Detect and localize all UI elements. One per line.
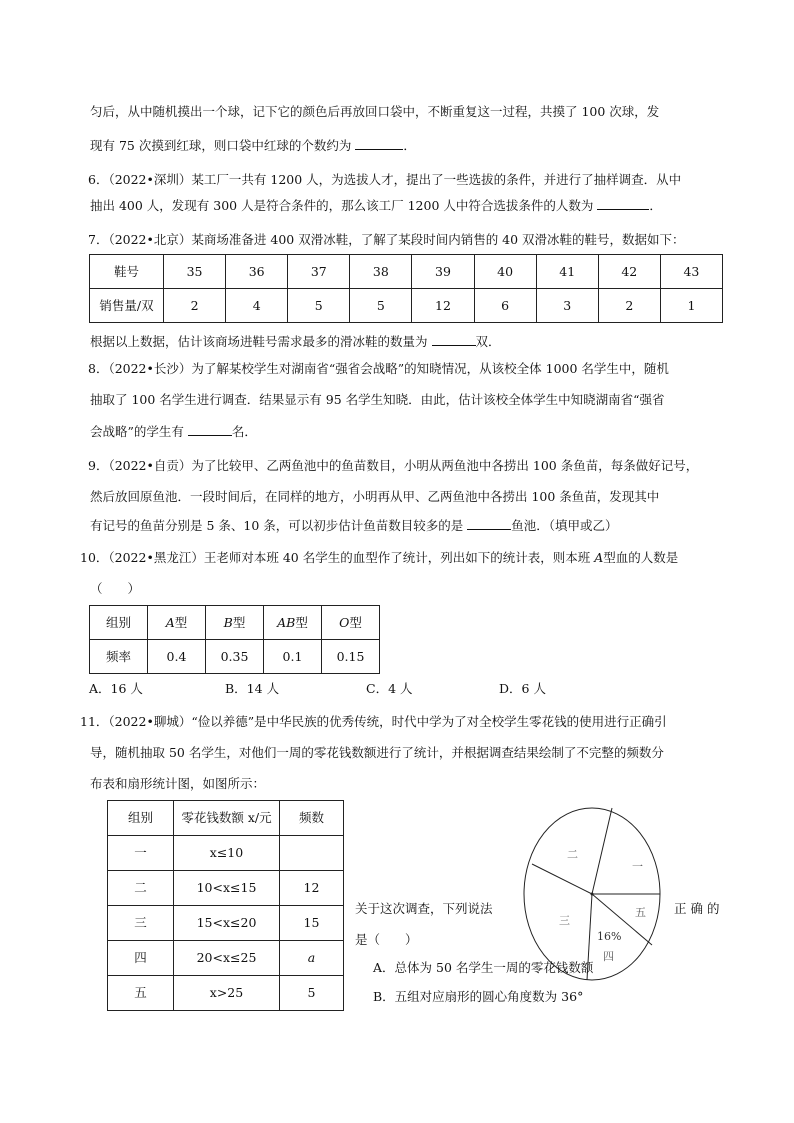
blood-type-header-var: B bbox=[223, 614, 233, 630]
table-cell bbox=[280, 836, 344, 871]
answer-blank bbox=[467, 517, 511, 530]
frequency-cell: 0.15 bbox=[322, 640, 380, 674]
type-suffix: 型 bbox=[349, 614, 362, 630]
pie-percent-4: 16% bbox=[597, 930, 622, 943]
sales-cell: 2 bbox=[164, 289, 226, 323]
table-header: 频率 bbox=[90, 640, 148, 674]
table-row bbox=[108, 871, 344, 906]
table-header: 组别 bbox=[90, 606, 148, 640]
allowance-table bbox=[107, 800, 344, 1011]
blood-type-header bbox=[264, 606, 322, 640]
sales-cell: 5 bbox=[288, 289, 350, 323]
q8-text: 会战略”的学生有 bbox=[90, 424, 184, 439]
table-cell bbox=[280, 941, 344, 976]
table-header: 鞋号 bbox=[90, 255, 164, 289]
pie-label-1: 一 bbox=[632, 860, 643, 873]
q11-option-a: A．总体为 50 名学生一周的零花钱数额 bbox=[373, 960, 594, 975]
answer-blank bbox=[355, 137, 403, 150]
q6-line1: 6．（2022•深圳）某工厂一共有 1200 人，为选拔人才，提出了一些选拔的条件，并进行了抽样调查．从中 bbox=[88, 172, 682, 187]
table-cell-var: a bbox=[307, 950, 316, 965]
q11-option-b: B．五组对应扇形的圆心角度数为 36° bbox=[373, 989, 584, 1004]
table-row bbox=[108, 906, 344, 941]
q11-line3: 布表和扇形统计图，如图所示： bbox=[90, 776, 266, 791]
q11-stem-end: 正 确 的 bbox=[674, 901, 720, 916]
shoe-size-cell: 35 bbox=[164, 255, 226, 289]
blood-type-header-var: A bbox=[165, 614, 175, 630]
table-cell: 12 bbox=[280, 871, 344, 906]
type-suffix: 型 bbox=[174, 614, 188, 630]
option-d: D．6 人 bbox=[499, 681, 546, 696]
q11-line1: 11．（2022•聊城）“俭以养德”是中华民族的优秀传统，时代中学为了对全校学生零花钱的使用进行正确引 bbox=[80, 714, 667, 729]
q7-line1: 7．（2022•北京）某商场准备进 400 双滑冰鞋，了解了某段时间内销售的 40 双滑冰鞋的鞋号，数据如下： bbox=[88, 232, 685, 247]
shoe-size-cell: 40 bbox=[474, 255, 536, 289]
option-b: B．14 人 bbox=[225, 681, 280, 696]
table-header: 销售量/双 bbox=[90, 289, 164, 323]
table-cell: 5 bbox=[280, 976, 344, 1011]
table-cell: x≤10 bbox=[174, 836, 280, 871]
sales-cell: 12 bbox=[412, 289, 474, 323]
q6-line2: 抽出 400 人，发现有 300 人是符合条件的，那么该工厂 1200 人中符合选拔条件的人数为 ． bbox=[90, 198, 662, 213]
table-cell: 三 bbox=[108, 906, 174, 941]
q9-line2: 然后放回原鱼池．一段时间后，在同样的地方，小明再从甲、乙两鱼池中各捞出 100 条鱼苗，发现其中 bbox=[90, 489, 660, 504]
blood-type-header bbox=[148, 606, 206, 640]
answer-blank bbox=[188, 423, 232, 436]
shoe-size-cell: 41 bbox=[536, 255, 598, 289]
shoe-size-cell: 37 bbox=[288, 255, 350, 289]
sales-cell: 4 bbox=[226, 289, 288, 323]
blood-type-header bbox=[206, 606, 264, 640]
q11-line2: 导，随机抽取 50 名学生，对他们一周的零花钱数额进行了统计，并根据调查结果绘制了不完整的频数分 bbox=[90, 745, 664, 760]
frequency-cell: 0.1 bbox=[264, 640, 322, 674]
q10-line1 bbox=[80, 549, 678, 567]
shoe-size-cell: 43 bbox=[660, 255, 722, 289]
q10-var: A bbox=[594, 550, 604, 565]
sales-cell: 1 bbox=[660, 289, 722, 323]
pie-label-4: 四 bbox=[603, 950, 614, 963]
q7-unit: 双． bbox=[475, 334, 501, 349]
sales-cell: 6 bbox=[474, 289, 536, 323]
q9-line1: 9．（2022•自贡）为了比较甲、乙两鱼池中的鱼苗数目，小明从两鱼池中各捞出 100 条鱼苗，每条做好记号， bbox=[88, 458, 699, 473]
q5-line1: 匀后，从中随机摸出一个球，记下它的颜色后再放回口袋中，不断重复这一过程，共摸了 100 次球，发 bbox=[90, 104, 660, 119]
sales-cell: 2 bbox=[598, 289, 660, 323]
q6-text: 抽出 400 人，发现有 300 人是符合条件的，那么该工厂 1200 人中符合选拔条件的人数为 bbox=[90, 198, 594, 213]
q5-text: 现有 75 次摸到红球，则口袋中红球的个数约为 bbox=[90, 138, 352, 153]
table-cell: 五 bbox=[108, 976, 174, 1011]
table-row bbox=[108, 836, 344, 871]
q10-text-end: 型血的人数是 bbox=[603, 550, 679, 565]
option-c: C．4 人 bbox=[366, 681, 413, 696]
q10-text: 10．（2022•黑龙江）王老师对本班 40 名学生的血型作了统计，列出如下的统计表，则本班 bbox=[80, 550, 591, 565]
q8-line3 bbox=[90, 423, 257, 441]
q7-text: 根据以上数据，估计该商场进鞋号需求最多的滑冰鞋的数量为 bbox=[90, 334, 428, 349]
table-header: 零花钱数额 x/元 bbox=[174, 801, 280, 836]
shoe-size-table bbox=[89, 254, 723, 323]
blood-type-table bbox=[89, 605, 380, 674]
table-cell: 15<x≤20 bbox=[174, 906, 280, 941]
table-header: 频数 bbox=[280, 801, 344, 836]
frequency-cell: 0.4 bbox=[148, 640, 206, 674]
pie-center bbox=[591, 893, 594, 896]
q8-line1: 8．（2022•长沙）为了解某校学生对湖南省“强省会战略”的知晓情况，从该校全体 1000 名学生中，随机 bbox=[88, 361, 669, 376]
table-cell: 15 bbox=[280, 906, 344, 941]
type-suffix: 型 bbox=[232, 614, 246, 630]
sales-cell: 3 bbox=[536, 289, 598, 323]
blood-type-header-var: O bbox=[339, 614, 350, 630]
pie-label-2: 二 bbox=[567, 848, 578, 861]
pie-divider bbox=[532, 864, 592, 894]
q9-line3 bbox=[90, 517, 618, 535]
table-cell: x>25 bbox=[174, 976, 280, 1011]
answer-blank bbox=[432, 333, 476, 346]
type-suffix: 型 bbox=[295, 614, 308, 630]
shoe-size-cell: 39 bbox=[412, 255, 474, 289]
answer-blank bbox=[597, 197, 649, 210]
table-cell: 10<x≤15 bbox=[174, 871, 280, 906]
sales-cell: 5 bbox=[350, 289, 412, 323]
q11-stem: 关于这次调查，下列说法 bbox=[355, 901, 493, 916]
q7-line2 bbox=[90, 333, 501, 351]
shoe-size-cell: 38 bbox=[350, 255, 412, 289]
blood-type-header-var: AB bbox=[277, 614, 296, 630]
table-cell: 一 bbox=[108, 836, 174, 871]
shoe-size-cell: 36 bbox=[226, 255, 288, 289]
q5-line2: 现有 75 次摸到红球，则口袋中红球的个数约为 ． bbox=[90, 138, 416, 153]
q10-paren: （ ） bbox=[90, 581, 141, 596]
q11-stem-paren: 是（ ） bbox=[355, 932, 418, 947]
table-row bbox=[108, 976, 344, 1011]
table-cell: 四 bbox=[108, 941, 174, 976]
table-row bbox=[108, 941, 344, 976]
q8-line2: 抽取了 100 名学生进行调查．结果显示有 95 名学生知晓．由此，估计该校全体学生中知晓湖南省“强省 bbox=[90, 392, 665, 407]
q8-unit: 名． bbox=[231, 424, 257, 439]
shoe-size-cell: 42 bbox=[598, 255, 660, 289]
option-a: A．16 人 bbox=[89, 681, 143, 696]
pie-label-3: 三 bbox=[559, 914, 570, 927]
table-cell: 二 bbox=[108, 871, 174, 906]
q9-text: 有记号的鱼苗分别是 5 条、10 条，可以初步估计鱼苗数目较多的是 bbox=[90, 518, 464, 533]
table-header: 组别 bbox=[108, 801, 174, 836]
pie-label-5: 五 bbox=[635, 906, 646, 919]
blood-type-header bbox=[322, 606, 380, 640]
table-cell: 20<x≤25 bbox=[174, 941, 280, 976]
pie-divider bbox=[592, 808, 612, 894]
frequency-cell: 0.35 bbox=[206, 640, 264, 674]
q9-unit: 鱼池．（填甲或乙） bbox=[511, 518, 618, 533]
